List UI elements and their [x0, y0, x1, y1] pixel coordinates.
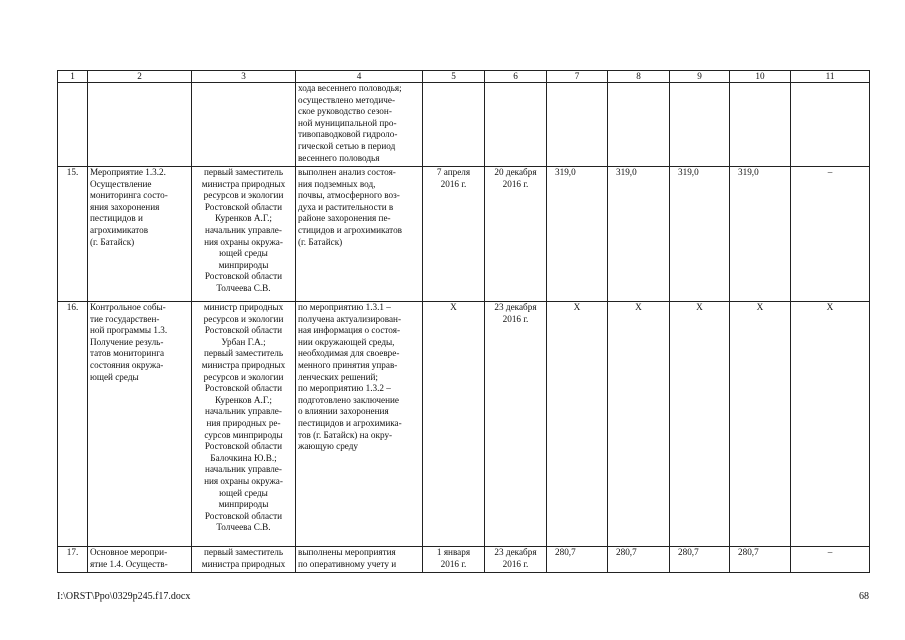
responsible-person: министр природных ресурсов и экологии Ростовской области Урбан Г.А.; первый заместитель министра природных ресурсов и экологии Ростовской области Куренков А.Г.; начальник управле- ния природных ре- сурсов минприроды Ростовской области Балочкина Ю.В.; начальник управле- ния охраны окружа- ющей среды минприроды Ростовской области Толчеева С.В. — [192, 302, 296, 547]
program-table — [57, 70, 870, 573]
amount: – — [791, 547, 870, 573]
end-date: 23 декабря 2016 г. — [485, 547, 547, 573]
amount: 319,0 — [547, 167, 608, 302]
amount: 280,7 — [547, 547, 608, 573]
amount: 280,7 — [608, 547, 670, 573]
col-number: 7 — [547, 71, 608, 83]
file-path: I:\ORST\Ppo\0329p245.f17.docx — [57, 591, 191, 602]
col-number: 11 — [791, 71, 870, 83]
col-number: 5 — [423, 71, 485, 83]
continuation-row — [58, 83, 870, 167]
expected-result: по мероприятию 1.3.1 – получена актуализирован- ная информация о состоя- нии окружающей среды, необходимая для своевре- менного принятия управ- ленческих решений; по мероприятию 1.3.2 – подготовлено заключение о влиянии захоронения пестицидов и агрохимика- тов (г. Батайск) на окру- жающую среду — [296, 302, 423, 547]
col-number: 9 — [670, 71, 730, 83]
amount: Х — [608, 302, 670, 547]
end-date: 20 декабря 2016 г. — [485, 167, 547, 302]
amount: 319,0 — [730, 167, 791, 302]
col-number: 1 — [58, 71, 88, 83]
amount: Х — [547, 302, 608, 547]
start-date: 1 января 2016 г. — [423, 547, 485, 573]
amount: – — [791, 167, 870, 302]
col-number: 3 — [192, 71, 296, 83]
row-number: 16. — [58, 302, 88, 547]
amount: 319,0 — [670, 167, 730, 302]
expected-result: выполнен анализ состоя- ния подземных вод, почвы, атмосферного воз- духа и растительности в районе захоронения пе- стицидов и агрохимикатов (г. Батайск) — [296, 167, 423, 302]
col-number: 4 — [296, 71, 423, 83]
col-number: 10 — [730, 71, 791, 83]
table-row — [58, 547, 870, 573]
col-number: 8 — [608, 71, 670, 83]
activity-name: Основное меропри- ятие 1.4. Осуществ- — [88, 547, 192, 573]
start-date: 7 апреля 2016 г. — [423, 167, 485, 302]
table-row — [58, 302, 870, 547]
amount: Х — [791, 302, 870, 547]
continuation-result: хода весеннего половодья; осуществлено методиче- ское руководство сезон- ной муниципальной про- тивопаводковой гидроло- гической сетью в период весеннего половодья — [296, 83, 423, 167]
start-date: Х — [423, 302, 485, 547]
row-number: 17. — [58, 547, 88, 573]
col-number: 2 — [88, 71, 192, 83]
end-date: 23 декабря 2016 г. — [485, 302, 547, 547]
amount: 319,0 — [608, 167, 670, 302]
expected-result: выполнены мероприятия по оперативному учету и — [296, 547, 423, 573]
amount: Х — [670, 302, 730, 547]
table-row — [58, 167, 870, 302]
responsible-person: первый заместитель министра природных ресурсов и экологии Ростовской области Куренков А.Г.; начальник управле- ния охраны окружа- ющей среды минприроды Ростовской области Толчеева С.В. — [192, 167, 296, 302]
activity-name: Контрольное собы- тие государствен- ной программы 1.3. Получение резуль- татов мониторинга состояния окружа- ющей среды — [88, 302, 192, 547]
page-number: 68 — [859, 591, 869, 602]
header-row — [58, 71, 870, 83]
col-number: 6 — [485, 71, 547, 83]
amount: 280,7 — [730, 547, 791, 573]
row-number: 15. — [58, 167, 88, 302]
activity-name: Мероприятие 1.3.2. Осуществление мониторинга состо- яния захоронения пестицидов и агрохимикатов (г. Батайск) — [88, 167, 192, 302]
amount: Х — [730, 302, 791, 547]
amount: 280,7 — [670, 547, 730, 573]
responsible-person: первый заместитель министра природных — [192, 547, 296, 573]
